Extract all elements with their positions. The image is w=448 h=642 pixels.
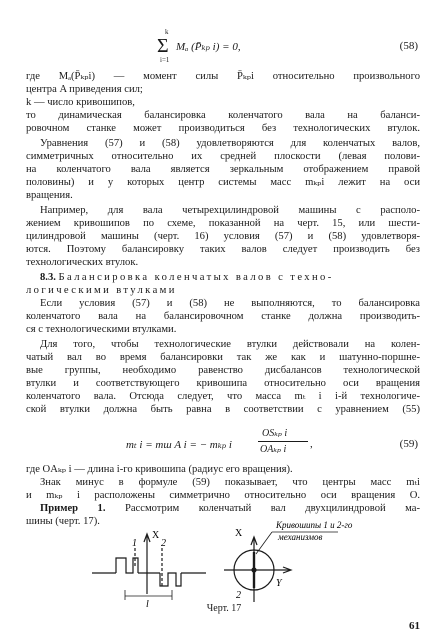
para5-line-2: чатый вал во время балансировки так же как и шатунно-поршне- xyxy=(26,352,420,363)
crank-1-label: 1 xyxy=(132,538,137,549)
figure-17 xyxy=(0,518,448,608)
para3-line-2: жением кривошипов по схеме, показанной на черт. 15, или шести- xyxy=(26,218,420,229)
example-line-1 xyxy=(40,502,420,515)
left-x-label: X xyxy=(152,530,160,541)
equation-58-body: Mₐ (P̄ₖₚ i) = 0, xyxy=(176,41,241,53)
para6-line-2: Знак минус в формуле (59) показывает, что центры масс mₜi xyxy=(40,477,420,488)
crank-2 xyxy=(160,573,181,586)
para5-line-3: вые группы, необходимо равенство дисбалансов технологической xyxy=(26,365,420,376)
right-y-label: Y xyxy=(276,578,282,589)
para6-line-1: где OAₖₚ i — длина i-го кривошипа (радиус его вращения). xyxy=(26,464,293,475)
crank-rotation-scheme xyxy=(224,532,338,602)
sum-sign: Σ xyxy=(157,35,169,57)
rotation-center xyxy=(252,568,256,572)
section-number: 8.3. xyxy=(40,272,56,283)
para1-line-5: ровочном станке может производиться без технологических втулок. xyxy=(26,123,420,134)
para1-line-1: где Mₐ(P̄ₖₚi) — момент силы P̄ₖₚi относительно произвольного xyxy=(26,71,420,82)
section-heading-line-1 xyxy=(40,271,420,284)
equation-59-number: (59) xyxy=(399,438,418,450)
para2-line-3: на коленчатого вала является зеркальным отображением правой xyxy=(26,164,420,175)
example-line-2: шины (черт. 17). xyxy=(26,516,100,527)
note-line-1: Кривошипы 1 и 2-го xyxy=(276,520,353,530)
note-line-2: механизмов xyxy=(278,532,323,542)
example-text: Рассмотрим коленчатый вал двухцилиндровой ма- xyxy=(105,503,420,514)
length-label: l xyxy=(146,599,149,608)
para5-line-6: ской втулки должна быть равна в соответствии с уравнением (55) xyxy=(26,404,420,415)
para4-line-3: ся с технологическими втулками. xyxy=(26,324,177,335)
para5-line-1: Для того, чтобы технологические втулки действовали на колен- xyxy=(40,339,420,350)
sum-lower-limit: i=1 xyxy=(160,56,170,64)
crankshaft-scheme xyxy=(92,534,206,600)
section-title-part-1: Балансировка коленчатых валов с техно- xyxy=(58,272,334,283)
equation-59-numerator: OSₖₚ i xyxy=(262,428,288,439)
para3-line-5: технологических втулок. xyxy=(26,257,139,268)
equation-59-tail: , xyxy=(310,438,313,450)
para3-line-3: цилиндровой машины (черт. 16) условия (57) и (58) удовлетворя- xyxy=(26,231,420,242)
para2-line-1: Уравнения (57) и (58) удовлетворяются для коленчатых валов, xyxy=(40,138,420,149)
equation-59-denominator: OAₖₚ i xyxy=(260,444,287,455)
para2-line-4: половины) и у которых центр системы масс mₖₚi лежит на оси xyxy=(26,177,420,188)
para3-line-1: Например, для вала четырехцилиндровой машины с располо- xyxy=(40,205,420,216)
right-x-label: X xyxy=(235,528,243,539)
para5-line-5: коленчатого вала. Отсюда следует, что масса mₜ i i-й технологиче- xyxy=(26,391,420,402)
sum-upper-limit: k xyxy=(165,28,169,36)
para4-line-1: Если условия (57) и (58) не выполняются, то балансировка xyxy=(40,298,420,309)
para1-line-3: k — число кривошипов, xyxy=(26,97,135,108)
fraction-bar xyxy=(258,441,308,442)
equation-58-number: (58) xyxy=(399,40,418,52)
para3-line-4: ются. Поэтому балансировку таких валов следует производить без xyxy=(26,244,420,255)
crank-2-label: 2 xyxy=(161,538,166,549)
leader-line xyxy=(256,532,272,554)
figure-caption: Черт. 17 xyxy=(206,603,242,614)
section-heading-line-2: логическими втулками xyxy=(26,285,177,296)
para2-line-5: вращения. xyxy=(26,190,73,201)
para6-line-3: и mₖₚ i расположены симметрично относительно оси вращения O. xyxy=(26,490,420,501)
para1-line-2: центра A приведения сил; xyxy=(26,84,143,95)
para2-line-2: симметричных относительно их средней плоскости (левая полови- xyxy=(26,151,420,162)
example-label: Пример 1. xyxy=(40,503,106,514)
page-number: 61 xyxy=(409,620,420,632)
equation-59-lhs: mₜ i = mш A i = − mₖₚ i xyxy=(126,439,232,451)
right-crank-2-label: 2 xyxy=(236,590,241,601)
para4-line-2: коленчатого вала на балансировочном станке должна производить- xyxy=(26,311,420,322)
para5-line-4: втулки и соответствующего кривошипа относительно оси вращения xyxy=(26,378,420,389)
para1-line-4: то динамическая балансировка коленчатого вала на баланси- xyxy=(26,110,420,121)
